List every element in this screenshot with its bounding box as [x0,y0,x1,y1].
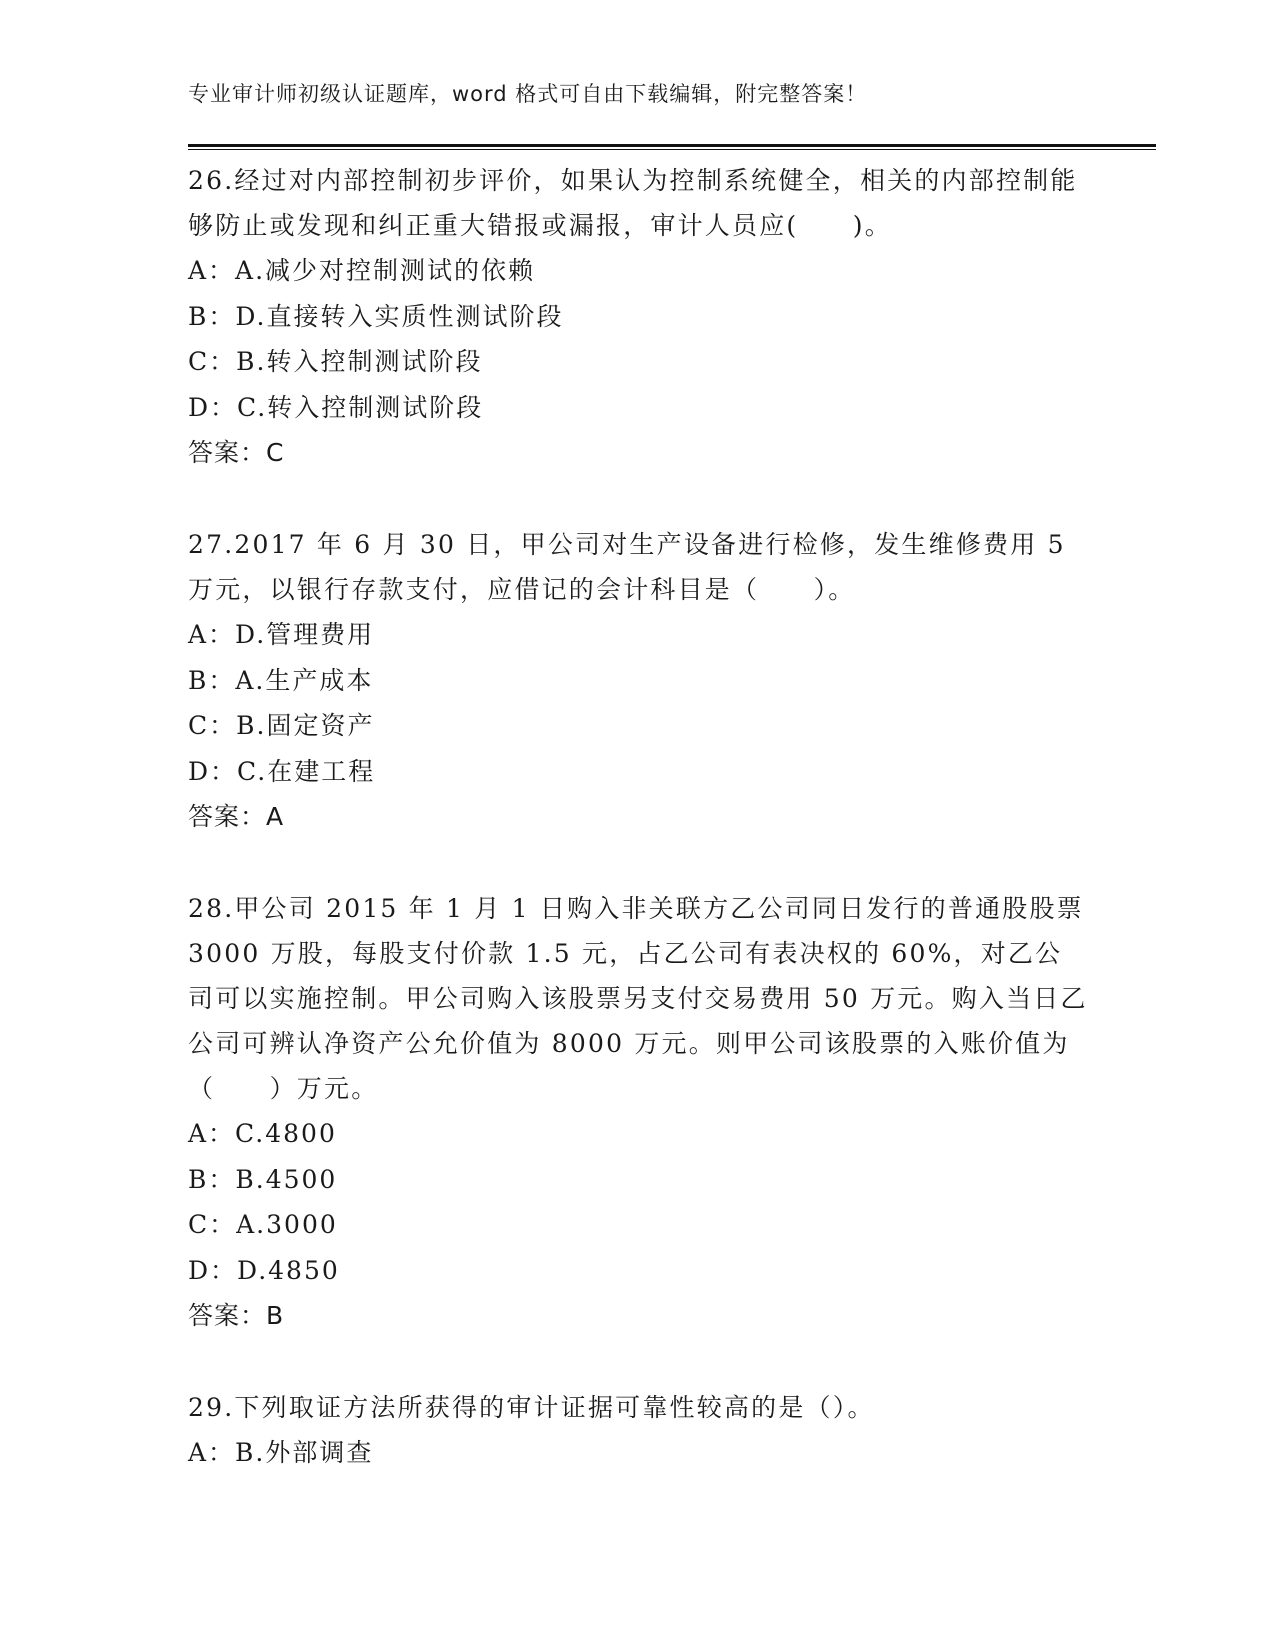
option-a: A：B.外部调查 [188,1438,374,1467]
question-stem: 28.甲公司 2015 年 1 月 1 日购入非关联方乙公司同日发行的普通股股票 3000 万股，每股支付价款 1.5 元，占乙公司有表决权的 60%，对乙公司可以实施控制。甲公司购入该股票另支付交易费用 50 万元。购入当日乙公司可辨认净资产公允价值为 8000 万元。则甲公司该股票的入账价值为（ ）万元。 [188,894,1088,1103]
question-29 [188,1385,1088,1476]
question-28 [188,886,1088,1339]
question-stem: 29.下列取证方法所获得的审计证据可靠性较高的是（）。 [188,1393,875,1422]
option-list [188,1111,1088,1293]
option-list [188,1430,1088,1476]
answer-line: 答案：B [188,1301,285,1330]
option-d: D：D.4850 [188,1255,340,1285]
question-stem: 27.2017 年 6 月 30 日，甲公司对生产设备进行检修，发生维修费用 5 万元，以银行存款支付，应借记的会计科目是（ ）。 [188,530,1066,604]
option-list [188,248,1088,430]
option-b: B：A.生产成本 [188,665,374,695]
option-a: A：A.减少对控制测试的依赖 [188,256,536,285]
question-26 [188,158,1088,476]
header-divider [188,144,1156,151]
option-a: A：D.管理费用 [188,620,375,649]
option-c: C：A.3000 [188,1210,338,1239]
option-b: B：B.4500 [188,1164,338,1194]
question-list [188,158,1088,1476]
answer-line: 答案：C [188,438,285,467]
option-c: C：B.转入控制测试阶段 [188,347,483,376]
answer-line: 答案：A [188,802,285,831]
page-header-note: 专业审计师初级认证题库，word 格式可自由下载编辑，附完整答案！ [188,82,868,106]
option-a: A：C.4800 [188,1119,337,1148]
question-27 [188,522,1088,840]
option-b: B：D.直接转入实质性测试阶段 [188,301,564,331]
option-c: C：B.固定资产 [188,711,375,740]
question-stem: 26.经过对内部控制初步评价，如果认为控制系统健全，相关的内部控制能够防止或发现和纠正重大错报或漏报，审计人员应( )。 [188,166,1078,240]
header-divider-thick [188,144,1156,147]
option-list [188,612,1088,794]
option-d: D：C.在建工程 [188,756,376,786]
option-d: D：C.转入控制测试阶段 [188,392,484,422]
header-divider-thin [188,149,1156,150]
